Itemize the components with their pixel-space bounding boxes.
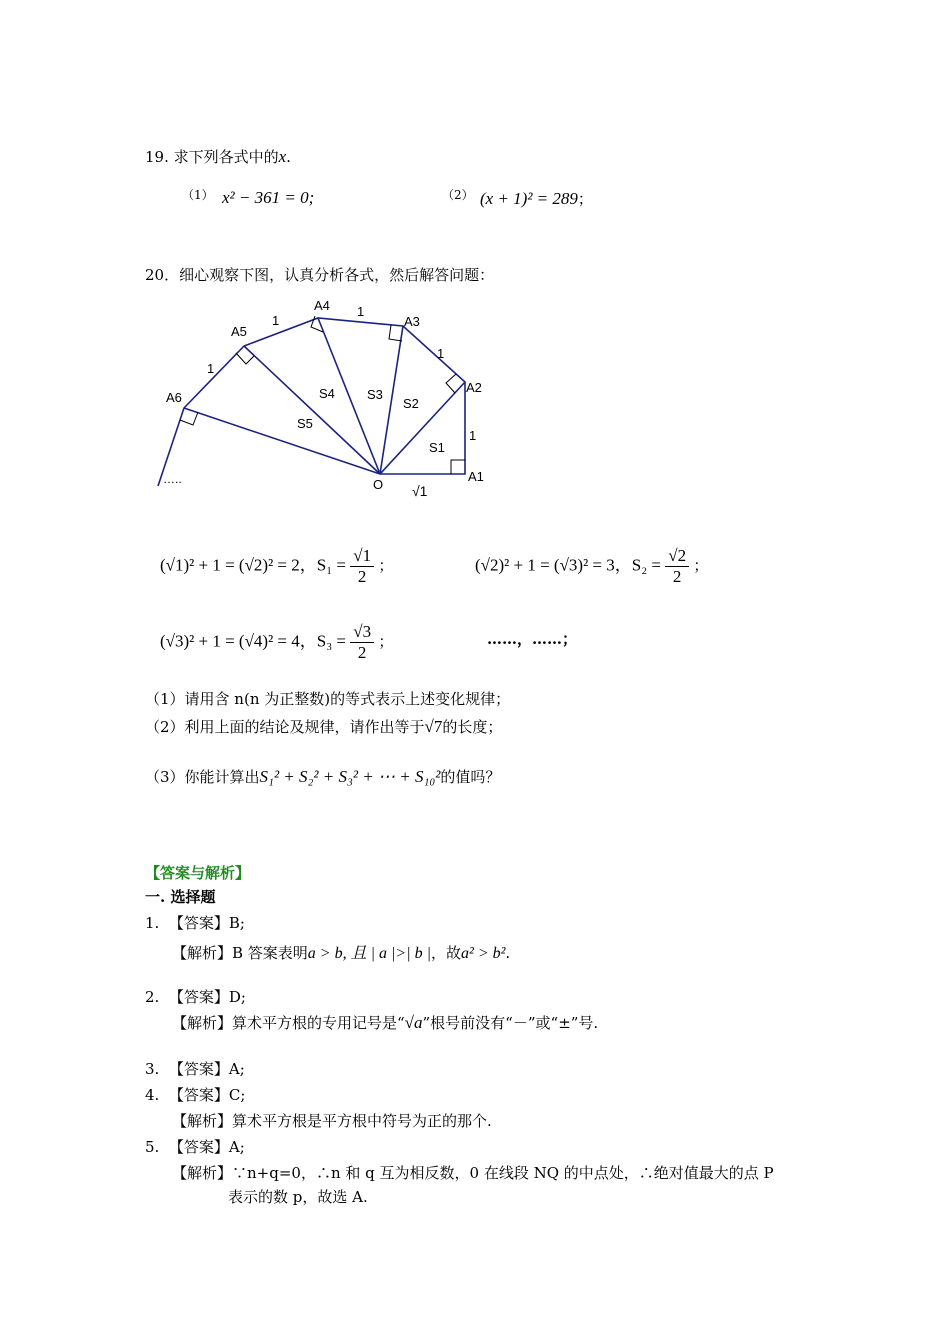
answer-1: 1. 【答案】B; bbox=[145, 914, 245, 932]
explanation-4: 【解析】算术平方根是平方根中符号为正的那个. bbox=[172, 1112, 492, 1130]
eq3: (√3)² + 1 = (√4)² = 4，S₃ = $\frac{√3}{2}$ ； bbox=[160, 622, 394, 662]
label-s1: S1 bbox=[429, 440, 445, 455]
label-one-a5a6: 1 bbox=[207, 361, 215, 376]
ray-oa5 bbox=[244, 346, 380, 474]
label-o: O bbox=[373, 477, 384, 492]
label-base: √1 bbox=[412, 483, 428, 499]
label-one-a1a2: 1 bbox=[469, 428, 477, 443]
ellipsis-eq: ……，……； bbox=[487, 630, 578, 648]
q19-part2-expr: (x + 1)² = 289； bbox=[480, 189, 593, 208]
right-angle-a1 bbox=[451, 460, 465, 474]
q20-sub3: （3）你能计算出S₁² + S₂² + S₃² + ⋯ + S₁₀²的值吗？ bbox=[145, 767, 501, 786]
right-angle-a2 bbox=[446, 374, 456, 393]
label-a1: A1 bbox=[468, 469, 484, 484]
q19-title: 19. 求下列各式中的x. bbox=[145, 147, 291, 166]
q20-sub1: （1）请用含 n(n 为正整数)的等式表示上述变化规律； bbox=[145, 690, 511, 708]
q19-part2-label: （2） bbox=[442, 188, 474, 202]
explanation-2: 【解析】算术平方根的专用记号是“√a”根号前没有“－”或“±”号. bbox=[172, 1013, 599, 1032]
label-one-a3a4: 1 bbox=[357, 304, 365, 319]
explanation-1: 【解析】B 答案表明a > b, 且 | a |>| b |，故a² > b². bbox=[172, 944, 511, 962]
answers-section: 一. 选择题 bbox=[145, 888, 216, 906]
label-one-a4a5: 1 bbox=[272, 313, 280, 328]
explanation-5-cont: 表示的数 p，故选 A. bbox=[228, 1188, 368, 1206]
label-a5: A5 bbox=[231, 324, 247, 339]
eq1: (√1)² + 1 = (√2)² = 2，S₁ = $\frac{√1}{2}$ ； bbox=[160, 546, 394, 586]
q20-sub2: （2）利用上面的结论及规律，请作出等于√7的长度； bbox=[145, 717, 503, 736]
label-s5: S5 bbox=[297, 416, 313, 431]
label-dots: ….. bbox=[163, 472, 182, 486]
q19-part1-expr: x² − 361 = 0; bbox=[222, 188, 315, 207]
label-s2: S2 bbox=[403, 396, 419, 411]
label-a4: A4 bbox=[314, 298, 330, 313]
label-one-a2a3: 1 bbox=[437, 346, 445, 361]
label-a2: A2 bbox=[466, 380, 482, 395]
right-angle-a5 bbox=[236, 353, 254, 364]
q19-part1-label: （1） bbox=[182, 188, 214, 202]
label-s3: S3 bbox=[367, 387, 383, 402]
eq2: (√2)² + 1 = (√3)² = 3，S₂ = $\frac{√2}{2}$ ； bbox=[475, 546, 709, 586]
q20-figure bbox=[0, 0, 950, 520]
label-a6: A6 bbox=[166, 390, 182, 405]
right-angle-a3 bbox=[389, 325, 402, 341]
answer-2: 2. 【答案】D; bbox=[145, 988, 246, 1006]
label-s4: S4 bbox=[319, 386, 335, 401]
outer-polyline bbox=[158, 318, 465, 486]
q20-title: 20．细心观察下图，认真分析各式，然后解答问题： bbox=[145, 266, 495, 284]
answer-5: 5. 【答案】A; bbox=[145, 1138, 245, 1156]
answer-3: 3. 【答案】A; bbox=[145, 1060, 245, 1078]
answer-4: 4. 【答案】C; bbox=[145, 1086, 246, 1104]
ray-oa6 bbox=[184, 408, 380, 474]
explanation-5: 【解析】∵n+q=0，∴n 和 q 互为相反数，0 在线段 NQ 的中点处，∴绝对值最大的点 P bbox=[172, 1164, 774, 1182]
label-a3: A3 bbox=[404, 314, 420, 329]
answers-header: 【答案与解析】 bbox=[145, 864, 251, 882]
